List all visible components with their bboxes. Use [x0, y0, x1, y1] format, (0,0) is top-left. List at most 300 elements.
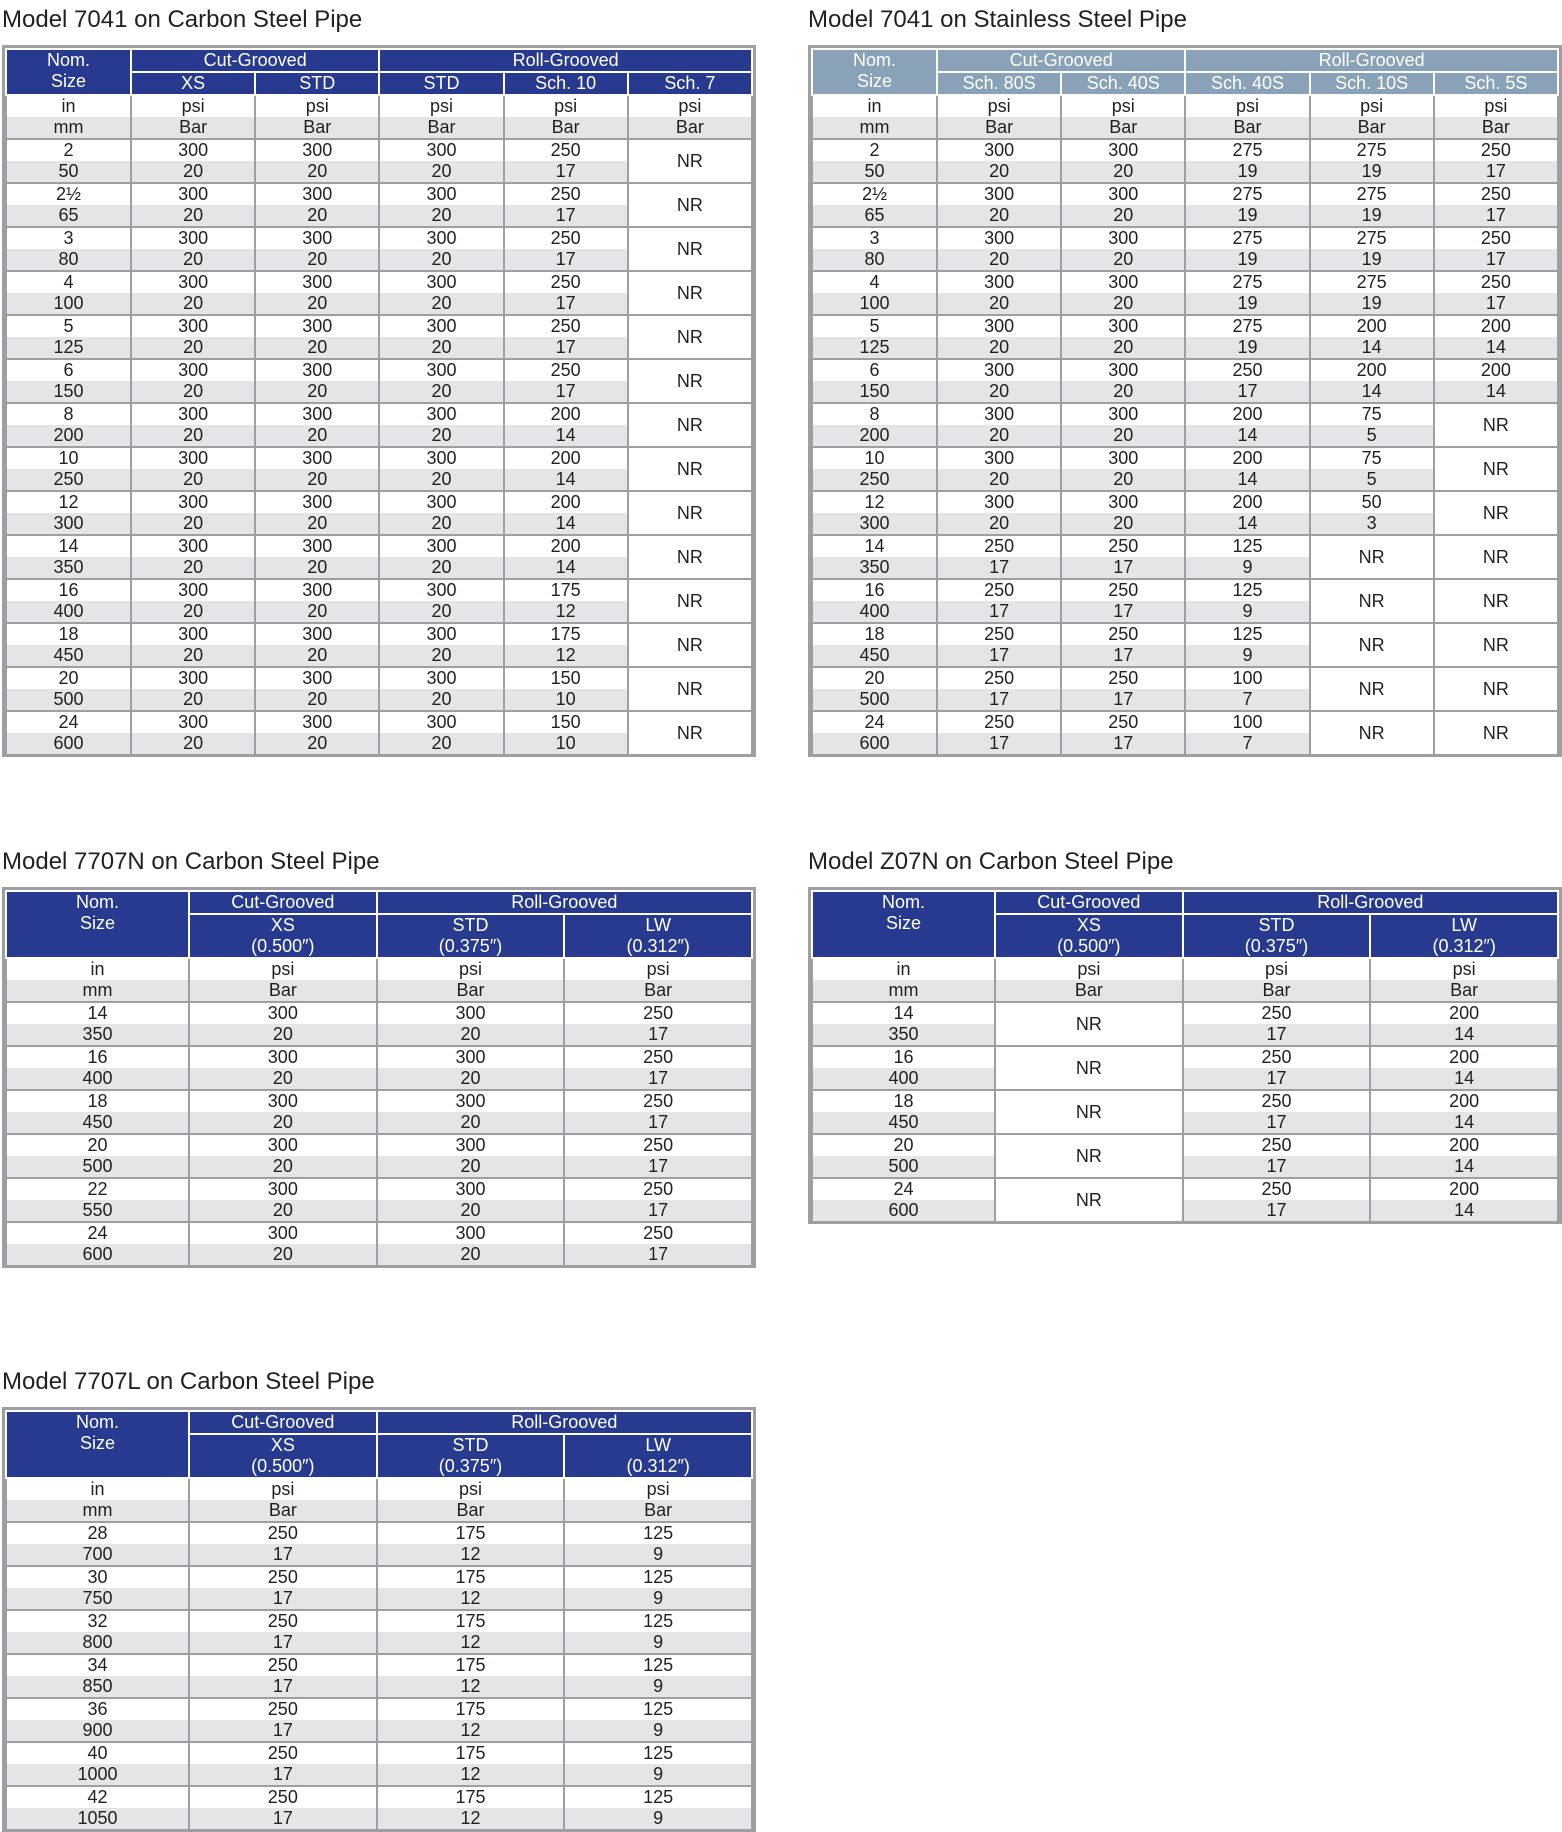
- pressure-cell: [379, 623, 503, 667]
- table-row: [6, 271, 752, 315]
- pressure-cell: [131, 711, 255, 754]
- not-rated-cell: NR: [628, 271, 752, 315]
- pressure-cell: [379, 711, 503, 754]
- not-rated-cell: NR: [995, 1090, 1183, 1134]
- header-nominal-size: [812, 49, 937, 95]
- pressure-bar: 20: [132, 601, 254, 622]
- pressure-cell: [377, 1698, 565, 1742]
- pressure-bar: 12: [378, 1632, 564, 1653]
- pressure-psi: 250: [1062, 712, 1184, 733]
- size-cell: [6, 1134, 189, 1178]
- pressure-psi: 200: [1371, 1091, 1557, 1112]
- header-size-line: Nom.: [881, 892, 925, 912]
- pressure-cell: [255, 139, 379, 183]
- pressure-psi: 300: [256, 448, 378, 469]
- table-header: [6, 891, 752, 958]
- pressure-cell: [1434, 271, 1558, 315]
- pressure-psi: 300: [256, 404, 378, 425]
- unit-metric: mm: [813, 117, 936, 138]
- pressure-bar: 17: [1184, 1112, 1370, 1133]
- pressure-bar: 3: [1311, 513, 1433, 534]
- table-block-7707n: [2, 848, 756, 1268]
- unit-metric: Bar: [190, 980, 376, 1001]
- pressure-psi: 250: [505, 360, 627, 381]
- unit-metric: Bar: [996, 980, 1182, 1001]
- pressure-cell: [1061, 315, 1185, 359]
- pressure-cell: [1185, 623, 1309, 667]
- table-row: [6, 1002, 752, 1046]
- size-cell: [812, 667, 937, 711]
- pressure-bar: 20: [378, 1200, 564, 1221]
- table-row: [6, 1610, 752, 1654]
- pressure-cell: [504, 227, 628, 271]
- unit-imperial: psi: [190, 1479, 376, 1500]
- size-mm: 65: [7, 205, 130, 226]
- pressure-psi: 300: [132, 712, 254, 733]
- pressure-cell: [1061, 359, 1185, 403]
- size-mm: 400: [7, 601, 130, 622]
- pressure-bar: 20: [132, 513, 254, 534]
- pressure-psi: 250: [1062, 668, 1184, 689]
- pressure-bar: 20: [256, 469, 378, 490]
- pressure-cell: [379, 579, 503, 623]
- size-in: 14: [813, 536, 936, 557]
- size-mm: 400: [813, 1068, 994, 1089]
- not-rated-cell: NR: [628, 315, 752, 359]
- size-cell: [812, 1090, 995, 1134]
- pressure-cell: [377, 1002, 565, 1046]
- table-frame: [808, 887, 1562, 1224]
- table-frame: [2, 887, 756, 1268]
- units-cell: [6, 95, 131, 139]
- pressure-cell: [379, 359, 503, 403]
- size-cell: [812, 403, 937, 447]
- pressure-psi: 250: [505, 316, 627, 337]
- pressure-psi: 250: [1184, 1091, 1370, 1112]
- pressure-psi: 250: [1184, 1179, 1370, 1200]
- pressure-psi: 250: [190, 1787, 376, 1808]
- pressure-cell: [1310, 183, 1434, 227]
- pressure-bar: 17: [1062, 557, 1184, 578]
- unit-metric: Bar: [256, 117, 378, 138]
- size-in: 16: [7, 580, 130, 601]
- pressure-psi: 125: [1186, 624, 1308, 645]
- table-row: [6, 667, 752, 711]
- pressure-bar: 19: [1311, 161, 1433, 182]
- pressure-cell: [377, 1046, 565, 1090]
- size-cell: [6, 403, 131, 447]
- pressure-psi: 175: [505, 624, 627, 645]
- pressure-bar: 20: [1062, 513, 1184, 534]
- units-cell: [812, 958, 995, 1002]
- pressure-cell: [131, 139, 255, 183]
- pressure-psi: 200: [1186, 492, 1308, 513]
- pressure-bar: 20: [380, 161, 502, 182]
- size-mm: 800: [7, 1632, 188, 1653]
- table-row: [812, 491, 1558, 535]
- header-size-line: Size: [856, 71, 892, 91]
- unit-metric: Bar: [1311, 117, 1433, 138]
- pressure-psi: 300: [132, 272, 254, 293]
- size-mm: 150: [7, 381, 130, 402]
- pressure-psi: 175: [378, 1743, 564, 1764]
- pressure-bar: 20: [378, 1244, 564, 1265]
- unit-imperial: psi: [1435, 96, 1557, 117]
- not-rated-cell: NR: [1434, 491, 1558, 535]
- table-row: [6, 1134, 752, 1178]
- pressure-cell: [189, 1610, 377, 1654]
- header-nominal-size: [6, 1411, 189, 1478]
- header-column: [1061, 72, 1185, 95]
- not-rated-cell: NR: [1434, 447, 1558, 491]
- pressure-bar: 17: [1184, 1024, 1370, 1045]
- table-row: [6, 535, 752, 579]
- pressure-bar: 9: [1186, 557, 1308, 578]
- size-in: 16: [813, 1047, 994, 1068]
- pressure-cell: [131, 579, 255, 623]
- pressure-cell: [937, 447, 1061, 491]
- header-column: [189, 1434, 377, 1478]
- table-header: [6, 49, 752, 95]
- not-rated-cell: NR: [1310, 667, 1434, 711]
- table-body: [812, 95, 1558, 754]
- table-row: [6, 623, 752, 667]
- header-column: [1185, 72, 1309, 95]
- unit-imperial: in: [7, 959, 188, 980]
- pressure-psi: 100: [1186, 712, 1308, 733]
- pressure-psi: 300: [256, 712, 378, 733]
- pressure-psi: 175: [378, 1523, 564, 1544]
- pressure-bar: 20: [256, 161, 378, 182]
- size-mm: 1050: [7, 1808, 188, 1829]
- table-frame: [2, 1407, 756, 1832]
- size-mm: 350: [813, 557, 936, 578]
- size-in: 22: [7, 1179, 188, 1200]
- pressure-cell: [1061, 623, 1185, 667]
- table-row: [812, 667, 1558, 711]
- not-rated-cell: NR: [1310, 579, 1434, 623]
- pressure-cell: [131, 491, 255, 535]
- pressure-psi: 150: [505, 712, 627, 733]
- pressure-psi: 300: [938, 228, 1060, 249]
- not-rated-cell: NR: [628, 711, 752, 754]
- header-column: [1310, 72, 1434, 95]
- header-column-line: (0.375″): [438, 1456, 503, 1476]
- size-cell: [6, 1610, 189, 1654]
- header-column-line: (0.312″): [1432, 936, 1496, 956]
- pressure-psi: 200: [505, 448, 627, 469]
- pressure-psi: 300: [190, 1179, 376, 1200]
- unit-imperial: in: [7, 1479, 188, 1500]
- table-title: Model 7041 on Stainless Steel Pipe: [808, 6, 1187, 33]
- table-row: [6, 183, 752, 227]
- pressure-cell: [937, 227, 1061, 271]
- size-cell: [812, 1046, 995, 1090]
- pressure-psi: 125: [565, 1699, 751, 1720]
- pressure-psi: 300: [256, 668, 378, 689]
- unit-metric: Bar: [629, 117, 751, 138]
- pressure-bar: 20: [132, 733, 254, 754]
- pressure-cell: [1185, 183, 1309, 227]
- size-cell: [812, 183, 937, 227]
- pressure-bar: 9: [565, 1632, 751, 1653]
- pressure-bar: 20: [190, 1068, 376, 1089]
- pressure-bar: 10: [505, 689, 627, 710]
- pressure-psi: 300: [1062, 184, 1184, 205]
- units-cell: [1183, 958, 1371, 1002]
- header-column-line: Sch. 40S: [1210, 73, 1284, 93]
- pressure-table: [5, 48, 753, 754]
- pressure-cell: [131, 227, 255, 271]
- units-cell: [189, 1478, 377, 1522]
- header-column: [628, 72, 752, 95]
- pressure-cell: [504, 271, 628, 315]
- pressure-cell: [255, 667, 379, 711]
- pressure-psi: 175: [378, 1787, 564, 1808]
- size-cell: [812, 315, 937, 359]
- pressure-psi: 250: [1184, 1047, 1370, 1068]
- size-mm: 65: [813, 205, 936, 226]
- pressure-psi: 125: [565, 1743, 751, 1764]
- pressure-bar: 17: [1062, 601, 1184, 622]
- pressure-cell: [564, 1742, 752, 1786]
- unit-metric: mm: [7, 117, 130, 138]
- size-mm: 350: [813, 1024, 994, 1045]
- size-cell: [812, 1178, 995, 1221]
- header-column-line: LW: [645, 915, 671, 935]
- table-body: [6, 958, 752, 1265]
- pressure-cell: [131, 535, 255, 579]
- pressure-bar: 20: [380, 733, 502, 754]
- pressure-psi: 250: [938, 536, 1060, 557]
- pressure-psi: 300: [256, 272, 378, 293]
- pressure-bar: 20: [190, 1112, 376, 1133]
- pressure-cell: [255, 491, 379, 535]
- pressure-psi: 275: [1311, 272, 1433, 293]
- pressure-bar: 20: [132, 249, 254, 270]
- size-mm: 700: [7, 1544, 188, 1565]
- not-rated-cell: NR: [628, 227, 752, 271]
- pressure-bar: 14: [505, 557, 627, 578]
- size-in: 20: [7, 668, 130, 689]
- pressure-psi: 250: [565, 1179, 751, 1200]
- unit-imperial: psi: [1186, 96, 1308, 117]
- table-row: [6, 1698, 752, 1742]
- pressure-psi: 300: [190, 1223, 376, 1244]
- table-row: [812, 711, 1558, 754]
- pressure-cell: [131, 359, 255, 403]
- header-column-line: LW: [645, 1435, 671, 1455]
- pressure-cell: [1061, 711, 1185, 754]
- unit-imperial: psi: [996, 959, 1182, 980]
- header-row-groups: [812, 891, 1558, 914]
- pressure-cell: [504, 711, 628, 754]
- pressure-cell: [1434, 139, 1558, 183]
- pressure-bar: 12: [505, 601, 627, 622]
- pressure-cell: [189, 1522, 377, 1566]
- pressure-bar: 17: [1435, 249, 1557, 270]
- pressure-cell: [255, 623, 379, 667]
- table-title: Model Z07N on Carbon Steel Pipe: [808, 848, 1174, 875]
- not-rated-cell: NR: [1434, 403, 1558, 447]
- pressure-cell: [1310, 447, 1434, 491]
- size-cell: [6, 1002, 189, 1046]
- pressure-cell: [379, 403, 503, 447]
- pressure-cell: [504, 623, 628, 667]
- pressure-cell: [377, 1610, 565, 1654]
- pressure-bar: 17: [1062, 733, 1184, 754]
- pressure-bar: 20: [378, 1112, 564, 1133]
- size-in: 24: [813, 1179, 994, 1200]
- pressure-bar: 20: [1062, 425, 1184, 446]
- pressure-cell: [377, 1222, 565, 1265]
- pressure-bar: 17: [565, 1112, 751, 1133]
- pressure-psi: 300: [938, 404, 1060, 425]
- table-row: [812, 271, 1558, 315]
- pressure-bar: 20: [256, 557, 378, 578]
- not-rated-cell: NR: [628, 447, 752, 491]
- header-column: [504, 72, 628, 95]
- pressure-bar: 20: [380, 645, 502, 666]
- pressure-psi: 175: [378, 1699, 564, 1720]
- pressure-bar: 20: [256, 381, 378, 402]
- size-mm: 300: [813, 513, 936, 534]
- header-column-line: Sch. 10S: [1335, 73, 1409, 93]
- header-group: Roll-Grooved: [377, 1411, 752, 1434]
- pressure-cell: [379, 271, 503, 315]
- pressure-psi: 250: [938, 712, 1060, 733]
- pressure-psi: 300: [938, 272, 1060, 293]
- unit-metric: Bar: [1371, 980, 1557, 1001]
- size-cell: [6, 1522, 189, 1566]
- pressure-bar: 20: [380, 689, 502, 710]
- size-mm: 900: [7, 1720, 188, 1741]
- pressure-psi: 300: [938, 448, 1060, 469]
- pressure-cell: [131, 667, 255, 711]
- pressure-psi: 200: [505, 536, 627, 557]
- pressure-bar: 20: [256, 337, 378, 358]
- pressure-bar: 20: [1062, 469, 1184, 490]
- header-column: [564, 914, 752, 958]
- header-group: Roll-Grooved: [1185, 49, 1558, 72]
- pressure-cell: [255, 447, 379, 491]
- header-group: Cut-Grooved: [131, 49, 379, 72]
- table-body: [812, 958, 1558, 1221]
- units-row: [812, 958, 1558, 1002]
- pressure-psi: 250: [190, 1567, 376, 1588]
- pressure-cell: [504, 139, 628, 183]
- header-column-line: STD: [452, 915, 489, 935]
- pressure-psi: 200: [1371, 1047, 1557, 1068]
- header-column-line: XS: [270, 1435, 295, 1455]
- size-cell: [812, 447, 937, 491]
- pressure-bar: 17: [190, 1676, 376, 1697]
- pressure-cell: [1061, 535, 1185, 579]
- not-rated-cell: NR: [628, 667, 752, 711]
- pressure-bar: 17: [505, 161, 627, 182]
- pressure-cell: [1434, 315, 1558, 359]
- pressure-bar: 17: [565, 1156, 751, 1177]
- pressure-psi: 300: [378, 1135, 564, 1156]
- pressure-bar: 17: [565, 1024, 751, 1045]
- size-cell: [812, 271, 937, 315]
- pressure-cell: [1185, 535, 1309, 579]
- pressure-cell: [1370, 1178, 1558, 1221]
- pressure-bar: 20: [938, 161, 1060, 182]
- pressure-bar: 20: [380, 557, 502, 578]
- pressure-cell: [131, 447, 255, 491]
- pressure-psi: 250: [190, 1743, 376, 1764]
- pressure-psi: 125: [565, 1787, 751, 1808]
- pressure-cell: [1061, 667, 1185, 711]
- pressure-cell: [1061, 447, 1185, 491]
- pressure-bar: 19: [1311, 249, 1433, 270]
- unit-imperial: psi: [505, 96, 627, 117]
- pressure-psi: 275: [1311, 228, 1433, 249]
- pressure-cell: [564, 1654, 752, 1698]
- pressure-psi: 275: [1186, 316, 1308, 337]
- pressure-psi: 250: [938, 624, 1060, 645]
- pressure-psi: 300: [1062, 360, 1184, 381]
- pressure-cell: [564, 1090, 752, 1134]
- units-cell: [995, 958, 1183, 1002]
- size-mm: 450: [7, 645, 130, 666]
- pressure-cell: [1185, 227, 1309, 271]
- pressure-psi: 300: [256, 228, 378, 249]
- header-column-line: (0.312″): [626, 936, 690, 956]
- size-mm: 50: [813, 161, 936, 182]
- table-row: [6, 359, 752, 403]
- size-cell: [812, 1134, 995, 1178]
- pressure-bar: 19: [1186, 249, 1308, 270]
- units-cell: [189, 958, 377, 1002]
- size-mm: 450: [813, 1112, 994, 1133]
- table-row: [812, 1090, 1558, 1134]
- pressure-psi: 300: [132, 668, 254, 689]
- pressure-bar: 20: [380, 249, 502, 270]
- pressure-psi: 200: [1311, 360, 1433, 381]
- pressure-psi: 175: [505, 580, 627, 601]
- header-column: [995, 914, 1183, 958]
- header-column-line: STD: [423, 73, 460, 93]
- pressure-cell: [937, 711, 1061, 754]
- pressure-cell: [937, 183, 1061, 227]
- pressure-psi: 300: [132, 448, 254, 469]
- pressure-bar: 20: [938, 205, 1060, 226]
- table-frame: [808, 45, 1562, 757]
- pressure-cell: [504, 447, 628, 491]
- pressure-psi: 300: [132, 624, 254, 645]
- unit-imperial: in: [813, 96, 936, 117]
- units-cell: [379, 95, 503, 139]
- header-group: Roll-Grooved: [1183, 891, 1558, 914]
- table-row: [6, 1090, 752, 1134]
- table-row: [6, 227, 752, 271]
- pressure-psi: 300: [938, 140, 1060, 161]
- pressure-psi: 250: [1184, 1135, 1370, 1156]
- units-cell: [812, 95, 937, 139]
- header-column-line: (0.500″): [251, 936, 315, 956]
- header-column-line: Sch. 80S: [962, 73, 1036, 93]
- pressure-cell: [1310, 315, 1434, 359]
- pressure-psi: 200: [1186, 404, 1308, 425]
- table-row: [812, 359, 1558, 403]
- pressure-cell: [1183, 1134, 1371, 1178]
- pressure-psi: 300: [378, 1179, 564, 1200]
- pressure-psi: 200: [1186, 448, 1308, 469]
- pressure-psi: 300: [380, 316, 502, 337]
- unit-metric: Bar: [1435, 117, 1557, 138]
